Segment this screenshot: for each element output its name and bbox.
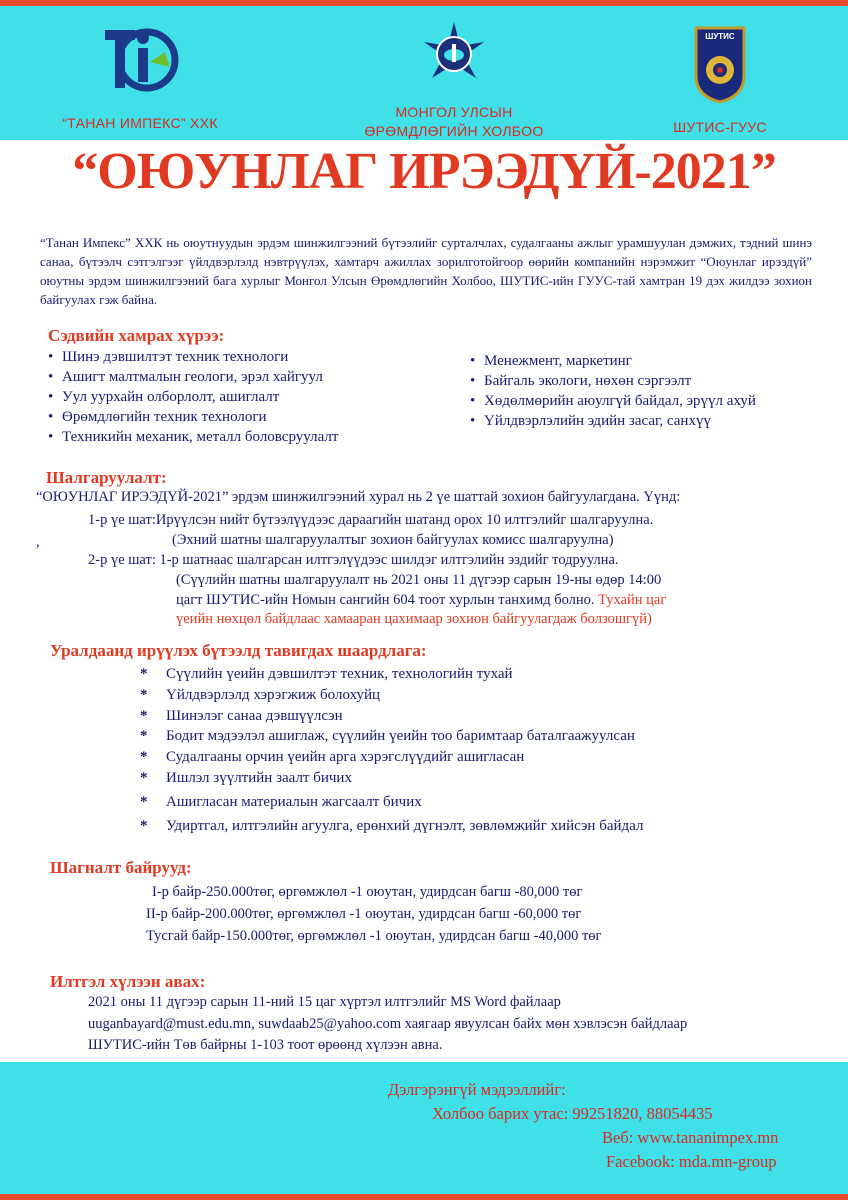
- topics-heading: Сэдвийн хамрах хүрээ:: [48, 326, 225, 345]
- page-title: “ОЮУНЛАГ ИРЭЭДҮЙ-2021”: [72, 143, 776, 200]
- intro-paragraph: “Танан Импекс” ХХК нь оюутнуудын эрдэм шинжилгээний бүтээлийг сурталчлах, судалгааны ажлыг урамшуулан дэмжих, тэдний шинэ санаа, бүтээлч сэтгэлгээг үйлдвэрлэлд нэвтрүүлэх, хамтарч ажиллах зорилготойгоор өөрийн компанийн нэрэмжит “Оюунлаг ирээдүй” оюутны эрдэм шинжилгээний бага хурлыг Монгол Улсын Өрөмдлөгийн Холбоо, ШУТИС-ийн ГУУС-тай хамтран 19 дэх жилдээ зохион байгуулах гэж байна.: [40, 235, 812, 307]
- requirements-heading: Уралдаанд ирүүлэх бүтээлд тавигдах шаардлага:: [50, 641, 427, 660]
- prize-second: II-р байр-200.000төг, өргөмжлөл -1 оюутан, удирдсан багш -60,000 төг: [146, 906, 582, 922]
- list-item: * Бодит мэдээлэл ашиглаж, сүүлийн үеийн тоо баримтаар баталгаажуулсан: [140, 728, 635, 745]
- left-logo-caption: “ТАНАН ИМПЕКС” ХХК: [62, 115, 218, 131]
- list-item: • Үйлдвэрлэлийн эдийн засаг, санхүү: [470, 413, 711, 429]
- drilling-association-logo-block: [324, 22, 584, 141]
- center-logo-caption-line2: ӨРӨМДЛӨГИЙН ХОЛБОО: [364, 123, 544, 139]
- tanan-impex-logo-icon: [95, 22, 185, 102]
- selection-stage2: 2-р үе шат: 1-р шатнаас шалгарсан илтгэлүүдээс шилдэг илтгэлийн эздийг тодруулна.: [88, 552, 619, 568]
- bottom-border: [0, 1194, 848, 1200]
- topics-right-list: [470, 351, 756, 431]
- selection-stage1-note: (Эхний шатны шалгаруулалтыг зохион байгуулах комисс шалгаруулна): [172, 532, 614, 548]
- submission-line2: uuganbayard@must.edu.mn, suwdaab25@yahoo.com хаягаар явуулсан байх мөн хэвлэсэн байдлаар: [88, 1016, 688, 1032]
- center-logo-caption-line1: МОНГОЛ УЛСЫН: [395, 104, 513, 120]
- list-item: * Ишлэл зүүлтийн заалт бичих: [140, 769, 352, 786]
- list-item: • Менежмент, маркетинг: [470, 353, 632, 369]
- right-logo-caption: ШУТИС-ГУУС: [673, 119, 767, 135]
- list-item: * Удиртгал, илтгэлийн агуулга, ерөнхий дүгнэлт, зөвлөмжийг хийсэн байдал: [140, 817, 644, 834]
- list-item: • Хөдөлмөрийн аюулгүй байдал, эрүүл ахуй: [470, 393, 756, 409]
- footer-phone: Холбоо барих утас: 99251820, 88054435: [432, 1104, 713, 1123]
- must-logo-block: [640, 26, 800, 135]
- footer-facebook-link[interactable]: Facebook: mda.mn-group: [606, 1152, 777, 1171]
- drilling-association-emblem-icon: [414, 22, 494, 92]
- list-item: • Ашигт малтмалын геологи, эрэл хайгуул: [48, 369, 323, 385]
- tanan-impex-logo-block: [40, 22, 240, 131]
- prizes-heading: Шагналт байрууд:: [50, 858, 192, 877]
- prize-special: Тусгай байр-150.000төг, өргөмжлөл -1 оюутан, удирдсан багш -40,000 төг: [146, 928, 602, 944]
- selection-stage2-note3: үеийн нөхцөл байдлаас хамааран цахимаар зохион байгуулагдаж болзошгүй): [176, 611, 652, 627]
- selection-intro: “ОЮУНЛАГ ИРЭЭДҮЙ-2021” эрдэм шинжилгээний хурал нь 2 үе шаттай зохион байгуулагдана. Үүнд:: [36, 489, 681, 505]
- selection-heading: Шалгаруулалт:: [46, 468, 167, 487]
- submission-heading: Илтгэл хүлээн авах:: [50, 972, 206, 991]
- topics-left-list: [48, 347, 338, 447]
- prize-first: I-р байр-250.000төг, өргөмжлөл -1 оюутан, удирдсан багш -80,000 төг: [152, 884, 583, 900]
- list-item: • Өрөмдлөгийн техник технологи: [48, 409, 267, 425]
- list-item: * Судалгааны орчин үеийн арга хэрэгслүүдийг ашигласан: [140, 749, 525, 766]
- stray-comma: ,: [36, 534, 40, 550]
- submission-line1: 2021 оны 11 дүгээр сарын 11-ний 15 цаг хүртэл илтгэлийг MS Word файлаар: [88, 994, 561, 1010]
- footer-info-label: Дэлгэрэнгүй мэдээллийг:: [388, 1080, 566, 1099]
- must-badge-text: ШУТИС: [705, 32, 735, 41]
- requirements-list: [140, 664, 643, 836]
- list-item: * Сүүлийн үеийн дэвшилтэт техник, технологийн тухай: [140, 666, 513, 682]
- selection-stage2-note1: (Сүүлийн шатны шалгаруулалт нь 2021 оны 11 дүгээр сарын 19-ны өдөр 14:00: [176, 572, 662, 588]
- selection-stage1: 1-р үе шат:Ирүүлсэн нийт бүтээлүүдээс дараагийн шатанд орох 10 илтгэлийг шалгаруулна.: [88, 512, 654, 528]
- list-item: * Үйлдвэрлэлд хэрэгжиж болохуйц: [140, 686, 381, 703]
- list-item: • Уул уурхайн олборлолт, ашиглалт: [48, 389, 280, 405]
- list-item: • Шинэ дэвшилтэт техник технологи: [48, 349, 289, 365]
- list-item: * Ашигласан материалын жагсаалт бичих: [140, 793, 422, 810]
- list-item: • Байгаль экологи, нөхөн сэргээлт: [470, 373, 692, 389]
- list-item: • Техникийн механик, металл боловсруулалт: [48, 429, 339, 445]
- list-item: * Шинэлэг санаа дэвшүүлсэн: [140, 707, 343, 724]
- selection-stage2-note2: цагт ШУТИС-ийн Номын сангийн 604 тоот хурлын танхимд болно. Тухайн цаг: [176, 592, 667, 608]
- submission-line3: ШУТИС-ийн Төв байрны 1-103 тоот өрөөнд хүлээн авна.: [88, 1037, 443, 1053]
- footer-web-link[interactable]: Веб: www.tananimpex.mn: [602, 1128, 779, 1147]
